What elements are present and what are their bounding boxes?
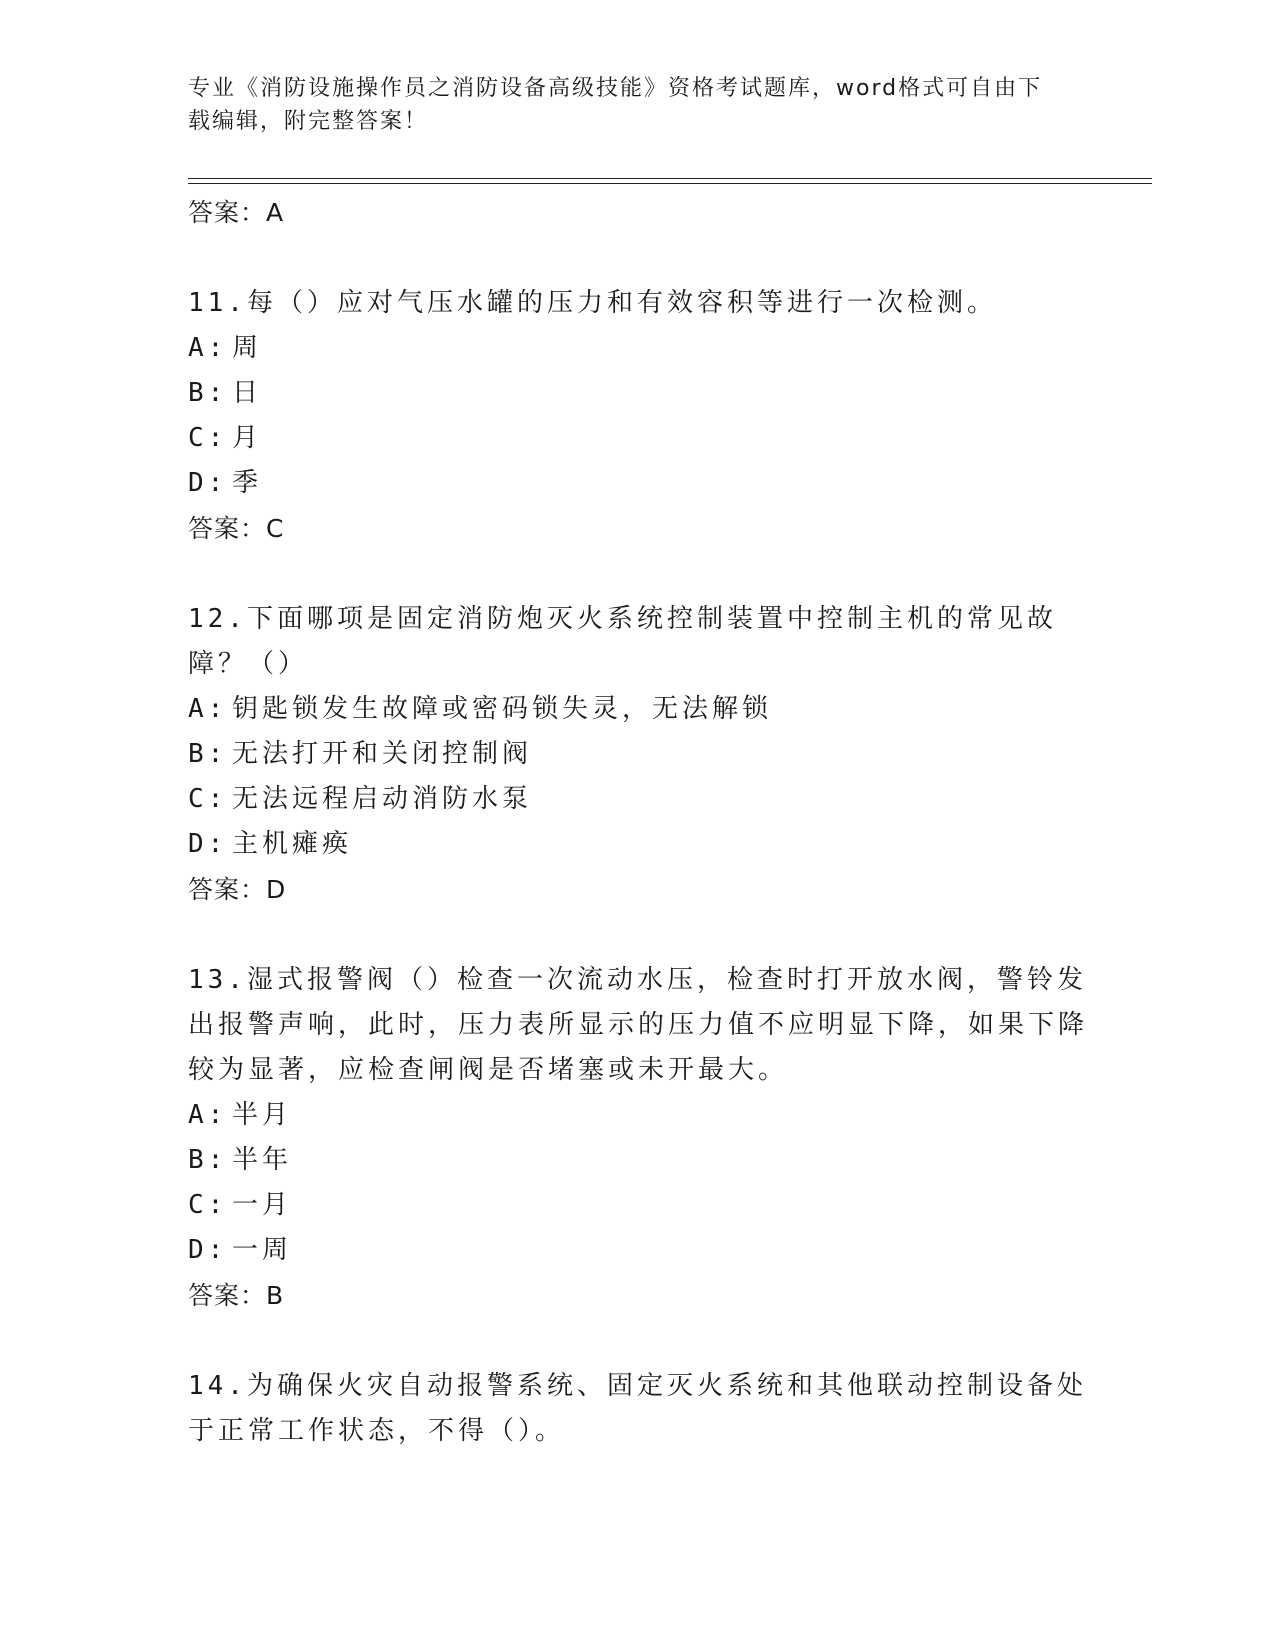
option-a <box>188 687 1088 732</box>
option-a <box>188 1093 1088 1138</box>
option-d <box>188 1228 1088 1273</box>
option-b <box>188 371 1088 416</box>
answer-line: 答案：B <box>188 1281 285 1310</box>
option-d <box>188 461 1088 506</box>
option-d <box>188 822 1088 867</box>
option-text: 无法打开和关闭控制阀 <box>232 739 533 769</box>
answer-line: 答案：D <box>188 875 287 904</box>
option-text: 日 <box>232 378 263 408</box>
option-key: C: <box>188 423 228 453</box>
option-key: D: <box>188 1235 228 1265</box>
option-key: C: <box>188 784 228 814</box>
option-a <box>188 326 1088 371</box>
question-text: 11.每（）应对气压水罐的压力和有效容积等进行一次检测。 <box>188 288 997 318</box>
option-key: B: <box>188 378 228 408</box>
question-text: 13.湿式报警阀（）检查一次流动水压，检查时打开放水阀，警铃发出报警声响，此时，压力表所显示的压力值不应明显下降，如果下降较为显著，应检查闸阀是否堵塞或未开最大。 <box>188 965 1089 1085</box>
option-text: 钥匙锁发生故障或密码锁失灵，无法解锁 <box>232 694 773 724</box>
header-line-2: 载编辑，附完整答案！ <box>188 109 429 134</box>
option-key: A: <box>188 1100 228 1130</box>
option-text: 主机瘫痪 <box>232 829 353 859</box>
option-text: 半月 <box>232 1100 293 1130</box>
option-c <box>188 777 1088 822</box>
question-block <box>188 958 1088 1318</box>
option-c <box>188 416 1088 461</box>
option-key: C: <box>188 1190 228 1220</box>
option-b <box>188 1138 1088 1183</box>
option-key: D: <box>188 829 228 859</box>
option-text: 周 <box>232 333 263 363</box>
question-block <box>188 1364 1088 1454</box>
option-text: 无法远程启动消防水泵 <box>232 784 533 814</box>
option-key: B: <box>188 739 228 769</box>
option-text: 季 <box>232 468 263 498</box>
question-block <box>188 597 1088 912</box>
option-text: 一周 <box>232 1235 293 1265</box>
option-key: D: <box>188 468 228 498</box>
document-header <box>188 72 1068 138</box>
header-rule-top <box>188 178 1152 179</box>
option-key: A: <box>188 333 228 363</box>
previous-answer: 答案：A <box>188 198 285 227</box>
header-line-1: 专业《消防设施操作员之消防设备高级技能》资格考试题库，word格式可自由下 <box>188 76 1043 101</box>
option-text: 月 <box>232 423 263 453</box>
question-text: 12.下面哪项是固定消防炮灭火系统控制装置中控制主机的常见故障？（） <box>188 604 1057 679</box>
option-text: 半年 <box>232 1145 293 1175</box>
question-text: 14.为确保火灾自动报警系统、固定灭火系统和其他联动控制设备处于正常工作状态，不得（）。 <box>188 1371 1087 1446</box>
answer-line: 答案：C <box>188 514 285 543</box>
question-block <box>188 281 1088 551</box>
header-rule-bottom <box>188 183 1152 184</box>
option-key: A: <box>188 694 228 724</box>
option-c <box>188 1183 1088 1228</box>
question-list <box>188 190 1088 1454</box>
option-key: B: <box>188 1145 228 1175</box>
option-b <box>188 732 1088 777</box>
option-text: 一月 <box>232 1190 293 1220</box>
